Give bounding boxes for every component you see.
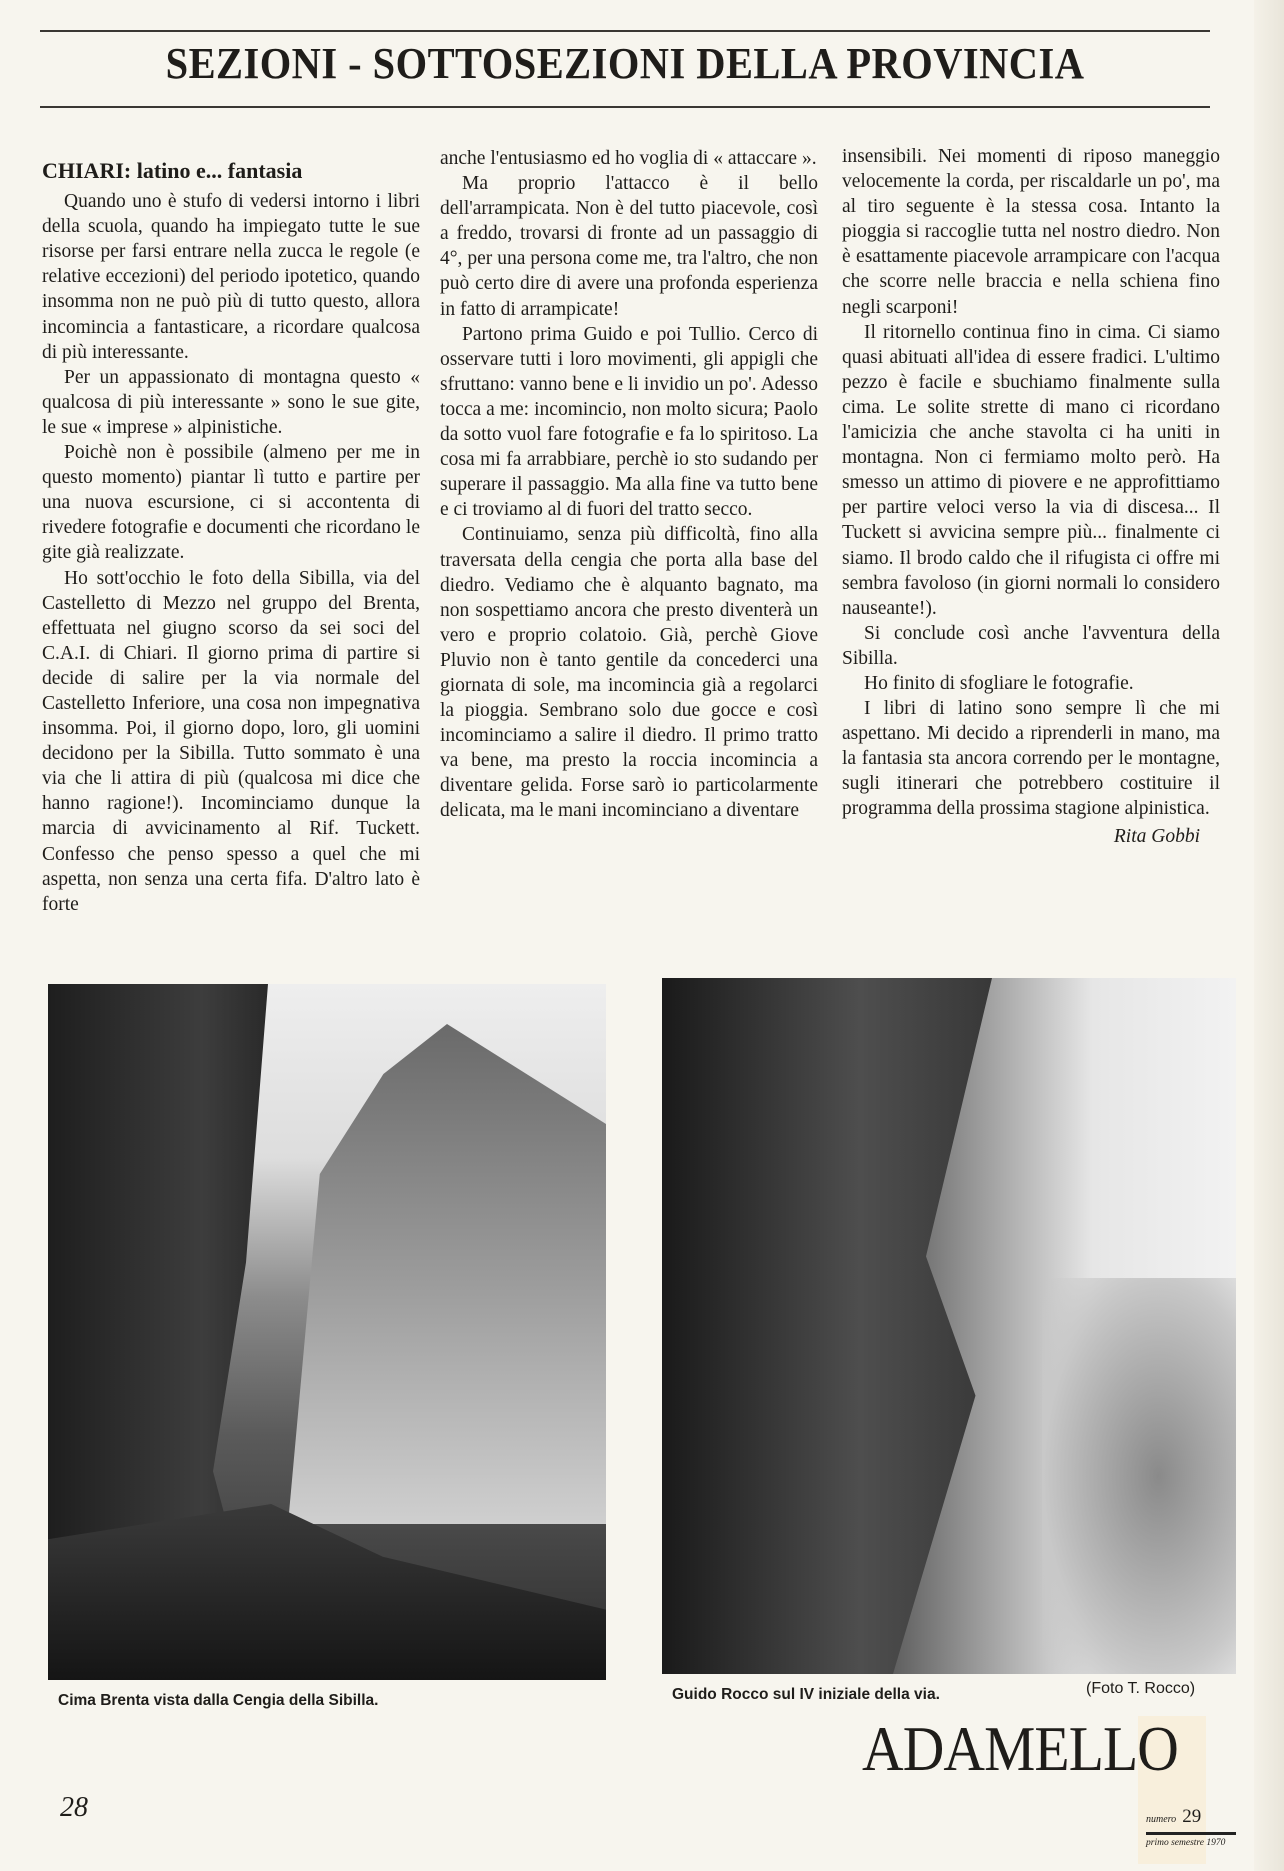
- issue-label: numero: [1146, 1814, 1177, 1825]
- paragraph: anche l'entusiasmo ed ho voglia di « attaccare ».: [440, 148, 817, 169]
- rock-face: [662, 978, 992, 1674]
- magazine-masthead: ADAMELLO: [862, 1713, 1178, 1784]
- paragraph: Quando uno è stufo di vedersi intorno i libri della scuola, quando ha impiegato tutte le sue risorse per farsi entrare nella zucca le regole (e relative eccezioni) del periodo ipotetico, quando insomma non ne può più di tutto questo, allora incomincia a fantasticare, a ricordare qualcosa di più interessante.: [42, 191, 420, 363]
- page-number: 28: [60, 1792, 88, 1823]
- photo-caption-1: Cima Brenta vista dalla Cengia della Sibilla.: [58, 1692, 379, 1709]
- photo-caption-2: Guido Rocco sul IV iniziale della via.: [672, 1686, 940, 1703]
- photo-cima-brenta: [48, 984, 606, 1680]
- photo-climber: [662, 978, 1236, 1674]
- top-rule: [40, 30, 1210, 32]
- issue-value: 29: [1182, 1806, 1202, 1827]
- section-title: SEZIONI - SOTTOSEZIONI DELLA PROVINCIA: [165, 39, 1085, 88]
- issue-number: [1146, 1806, 1201, 1828]
- paragraph: Ho finito di sfogliare le fotografie.: [864, 672, 1134, 694]
- issue-semester: primo semestre 1970: [1146, 1838, 1226, 1848]
- paragraph: Poichè non è possibile (almeno per me in questo momento) piantar lì tutto e partire per una nuova escursione, ci si accontenta di rivedere fotografie e documenti che ricordano le gite già realizzate.: [42, 442, 420, 564]
- paragraph: Ho sott'occhio le foto della Sibilla, via del Castelletto di Mezzo nel gruppo del Brenta, effettuata nel giugno scorso da sei soci del C.A.I. di Chiari. Il giorno prima di partire si decide di salire per la via normale del Castelletto Inferiore, una cosa non impegnativa insomma. Poi, il giorno dopo, loro, gli uomini decidono per la Sibilla. Tutto sommato è una via che li attira di più (qualcosa mi dice che hanno ragione!). Incominciamo dunque la marcia di avvicinamento al Rif. Tuckett. Confesso che penso spesso a quel che mi aspetta, non senza una certa fifa. D'altro lato è forte: [42, 567, 420, 915]
- page-edge: [1254, 0, 1284, 1871]
- issue-rule: [1146, 1832, 1236, 1835]
- paragraph: Continuiamo, senza più difficoltà, fino alla traversata della cengia che porta alla base del diedro. Vediamo che è alquanto bagnato, ma non sospettiamo ancora che presto diventerà un vero e proprio colatoio. Già, perchè Giove Pluvio non è tanto gentile da concederci una giornata di sole, ma incomincia già a regolarci la pioggia. Sembrano solo due gocce e così incominciamo a salire il diedro. Il primo tratto va bene, ma presto la roccia incomincia a diventare gelida. Forse sarò io particolarmente delicata, ma le mani incominciano a diventare: [440, 524, 818, 822]
- cloud-shape: [1042, 1278, 1236, 1674]
- rock-ledge: [48, 1504, 606, 1680]
- mountain-shape: [288, 1024, 606, 1524]
- article-column-2: [440, 146, 818, 824]
- paragraph: I libri di latino sono sempre lì che mi aspettano. Mi decido a riprenderli in mano, ma la fantasia sta ancora correndo per le montagne, sugli itinerari che potrebbero costituire il programma della prossima stagione alpinistica.: [842, 698, 1220, 820]
- paragraph: Si conclude così anche l'avventura della Sibilla.: [842, 622, 1220, 669]
- author-signature: Rita Gobbi: [1113, 825, 1200, 847]
- title-rule: [40, 106, 1210, 108]
- article-column-1: [42, 150, 420, 917]
- paragraph: Ma proprio l'attacco è il bello dell'arrampicata. Non è del tutto piacevole, così a freddo, trovarsi di fronte ad un passaggio di 4°, per una persona come me, tra l'altro, che non può certo dire di avere una profonda esperienza in fatto di arrampicate!: [440, 173, 818, 320]
- paragraph: Il ritornello continua fino in cima. Ci siamo quasi abituati all'idea di essere fradici. L'ultimo pezzo è facile e sbuchiamo finalmente sulla cima. Le solite strette di mano ci ricordano l'amicizia che anche stavolta ci ha uniti in montagna. Non ci fermiamo molto però. Ha smesso un attimo di piovere e ne approfittiamo per partire veloci verso la via di discesa... Il Tuckett si avvicina sempre più... finalmente ci siamo. Il brodo caldo che il rifugista ci offre mi sembra favoloso (in giorni normali lo considero nauseante!).: [842, 321, 1220, 619]
- paragraph: Partono prima Guido e poi Tullio. Cerco di osservare tutti i loro movimenti, gli appigli che sfruttano: vanno bene e li invidio un po'. Adesso tocca a me: incomincio, non molto sicura; Paolo da sotto vuol fare fotografie e fa lo spiritoso. La cosa mi fa arrabbiare, perchè io sto sudando per superare il passaggio. Ma alla fine va tutto bene e ci troviamo al di fuori del tratto secco.: [440, 323, 818, 521]
- article-heading: CHIARI: latino e... fantasia: [42, 158, 303, 183]
- paragraph: Per un appassionato di montagna questo « qualcosa di più interessante » sono le sue gite, le sue « imprese » alpinistiche.: [42, 366, 420, 438]
- paragraph: insensibili. Nei momenti di riposo maneggio velocemente la corda, per riscaldarle un po', ma al tiro seguente è la stessa cosa. Intanto la pioggia si raccoglie tutta nel nostro diedro. Non è esattamente piacevole arrampicare con l'acqua che scorre nelle braccia e nella schiena fino negli scarponi!: [842, 146, 1220, 318]
- photo-credit: (Foto T. Rocco): [1086, 1680, 1196, 1697]
- article-column-3: [842, 144, 1220, 849]
